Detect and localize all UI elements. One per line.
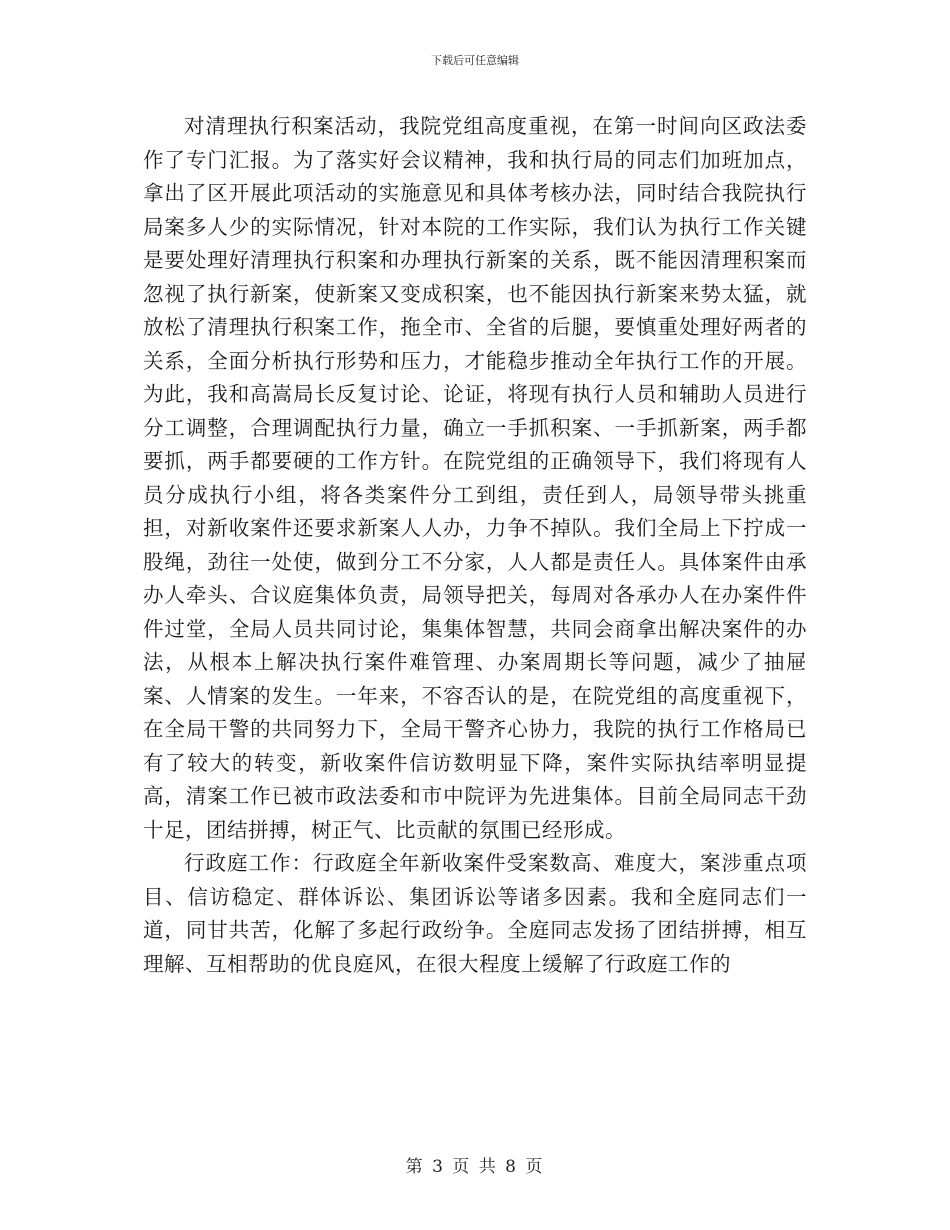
page-header-note: 下载后可任意编辑 (431, 54, 519, 67)
paragraph-execution-backlog: 对清理执行积案活动，我院党组高度重视，在第一时间向区政法委作了专门汇报。为了落实好会议精神，我和执行局的同志们加班加点，拿出了区开展此项活动的实施意见和具体考核办法，同时结合我院执行局案多人少的实际情况，针对本院的工作实际，我们认为执行工作关键是要处理好清理执行积案和办理执行新案的关系，既不能因清理积案而忽视了执行新案，使新案又变成积案，也不能因执行新案来势太猛，就放松了清理执行积案工作，拖全市、全省的后腿，要慎重处理好两者的关系，全面分析执行形势和压力，才能稳步推动全年执行工作的开展。为此，我和高嵩局长反复讨论、论证，将现有执行人员和辅助人员进行分工调整，合理调配执行力量，确立一手抓积案、一手抓新案，两手都要抓，两手都要硬的工作方针。在院党组的正确领导下，我们将现有人员分成执行小组，将各类案件分工到组，责任到人，局领导带头挑重担，对新收案件还要求新案人人办，力争不掉队。我们全局上下拧成一股绳，劲往一处使，做到分工不分家，人人都是责任人。具体案件由承办人牵头、合议庭集体负责，局领导把关，每周对各承办人在办案件件件过堂，全局人员共同讨论，集集体智慧，共同会商拿出解决案件的办法，从根本上解决执行案件难管理、办案周期长等问题，减少了抽屉案、人情案的发生。一年来，不容否认的是，在院党组的高度重视下，在全局干警的共同努力下，全局干警齐心协力，我院的执行工作格局已有了较大的转变，新收案件信访数明显下降，案件实际执结率明显提高，清案工作已被市政法委和市中院评为先进集体。目前全局同志干劲十足，团结拼搏，树正气、比贡献的氛围已经形成。 (143, 114, 807, 842)
document-body (143, 110, 807, 981)
page-number-footer: 第 3 页 共 8 页 (405, 1157, 545, 1177)
paragraph-administrative-tribunal: 行政庭工作：行政庭全年新收案件受案数高、难度大，案涉重点项目、信访稳定、群体诉讼、集团诉讼等诸多因素。我和全庭同志们一道，同甘共苦，化解了多起行政纷争。全庭同志发扬了团结拼搏，相互理解、互相帮助的优良庭风，在很大程度上缓解了行政庭工作的 (143, 851, 807, 976)
